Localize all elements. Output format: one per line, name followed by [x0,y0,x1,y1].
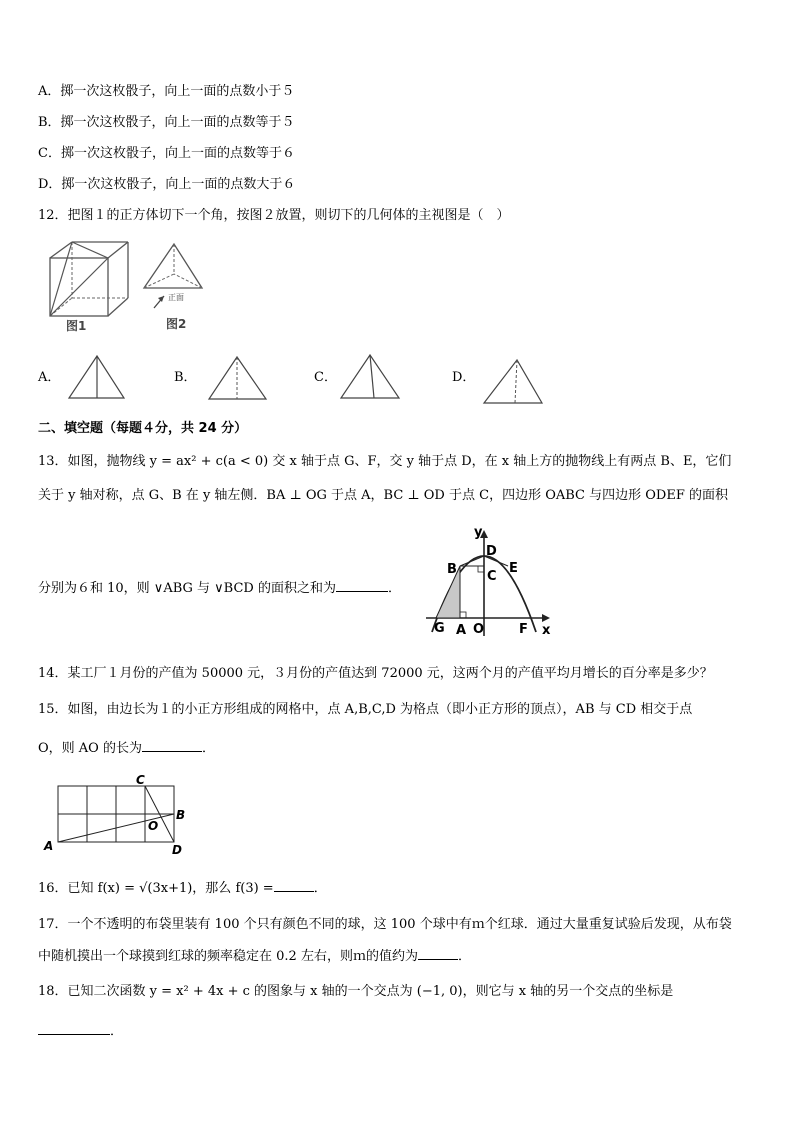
q13-e-label: E [509,561,518,576]
q17-line-2-end: ． [457,949,471,964]
q16-text: 16．已知 f(x) = √(3x+1)，那么 f(3) = [38,881,274,896]
q12-stem: 12．把图１的正方体切下一个角，按图２放置，则切下的几何体的主视图是（ ） [38,208,510,223]
q18-line-2 [38,1020,123,1042]
choice-d-figure [481,356,545,408]
q15-c-label: C [136,773,145,787]
q13-c-label: C [487,569,497,584]
q13-b-label: B [447,562,457,577]
q13-x-label: x [542,623,551,638]
q16-line [38,877,327,899]
q12-figure-1 [44,238,134,334]
q13-line-3-end: ． [387,581,401,596]
choice-b-figure [206,353,270,403]
choice-a-label: A． [38,370,61,385]
q13-o-label: O [473,622,485,637]
q15-a-label: A [44,839,54,853]
q15-line-2-text: O，则 AO 的长为 [38,741,142,756]
q13-f-label: F [519,622,528,637]
option-c: C．掷一次这枚骰子，向上一面的点数等于６ [38,146,295,161]
choice-c-label: C． [314,370,337,385]
q16-end: ． [313,881,327,896]
q17-answer-blank[interactable] [418,945,458,960]
option-b: B．掷一次这枚骰子，向上一面的点数等于５ [38,115,295,130]
q18-answer-blank[interactable] [38,1020,110,1035]
q13-d-label: D [486,544,497,559]
q13-line-3-text: 分别为６和 10，则 ∨ABG 与 ∨BCD 的面积之和为 [38,581,336,596]
q15-line-2 [38,737,215,759]
fig2-label: 图2 [166,317,187,331]
q16-answer-blank[interactable] [274,877,314,892]
option-a: A．掷一次这枚骰子，向上一面的点数小于５ [38,84,295,99]
q15-o-label: O [148,819,159,833]
q13-line-2: 关于 y 轴对称，点 G、B 在 y 轴左侧．BA ⊥ OG 于点 A，BC ⊥ OD 于点 C，四边形 OABC 与四边形 ODEF 的面积 [38,488,728,503]
q18-line-1: 18．已知二次函数 y = x² + 4x + c 的图象与 x 轴的一个交点为 (−1, 0)，则它与 x 轴的另一个交点的坐标是 [38,984,674,999]
q17-line-2 [38,945,471,967]
q15-answer-blank[interactable] [142,737,202,752]
q15-b-label: B [176,808,186,822]
front-label: 正面 [168,293,184,302]
choice-d-label: D． [452,370,476,385]
q13-a-label: A [456,623,467,638]
choice-a-figure [66,352,128,402]
q17-line-2-text: 中随机摸出一个球摸到红球的频率稳定在 0.2 左右，则ｍ的值约为 [38,949,418,964]
q18-line-2-end: ． [110,1024,124,1039]
section-2-title: 二、填空题（每题４分，共 24 分） [38,421,248,436]
q15-grid-figure [40,772,192,858]
q13-g-label: G [434,621,445,636]
q14-text: 14．某工厂１月份的产值为 50000 元，３月份的产值达到 72000 元，这两个月的产值平均月增长的百分率是多少？ [38,666,713,681]
q17-line-1: 17．一个不透明的布袋里装有 100 个只有颜色不同的球，这 100 个球中有ｍ个红球．通过大量重复试验后发现，从布袋 [38,917,732,932]
q15-line-2-end: ． [201,741,215,756]
q13-answer-blank[interactable] [336,577,388,592]
option-d: D．掷一次这枚骰子，向上一面的点数大于６ [38,177,296,192]
q13-parabola-figure [422,524,554,642]
q13-line-1: 13．如图，抛物线 y = ax² + c(a < 0) 交 x 轴于点 G、F，交 y 轴于点 D，在 x 轴上方的抛物线上有两点 B、E，它们 [38,454,732,469]
q13-line-3 [38,577,401,599]
choice-b-label: B． [174,370,197,385]
q13-y-label: y [474,525,483,540]
choice-c-figure [338,351,402,403]
q15-d-label: D [172,843,182,857]
q12-figure-2 [140,240,220,332]
fig1-label: 图1 [66,319,87,333]
q15-line-1: 15．如图，由边长为１的小正方形组成的网格中，点 A,B,C,D 为格点（即小正方形的顶点），AB 与 CD 相交于点 [38,702,693,717]
